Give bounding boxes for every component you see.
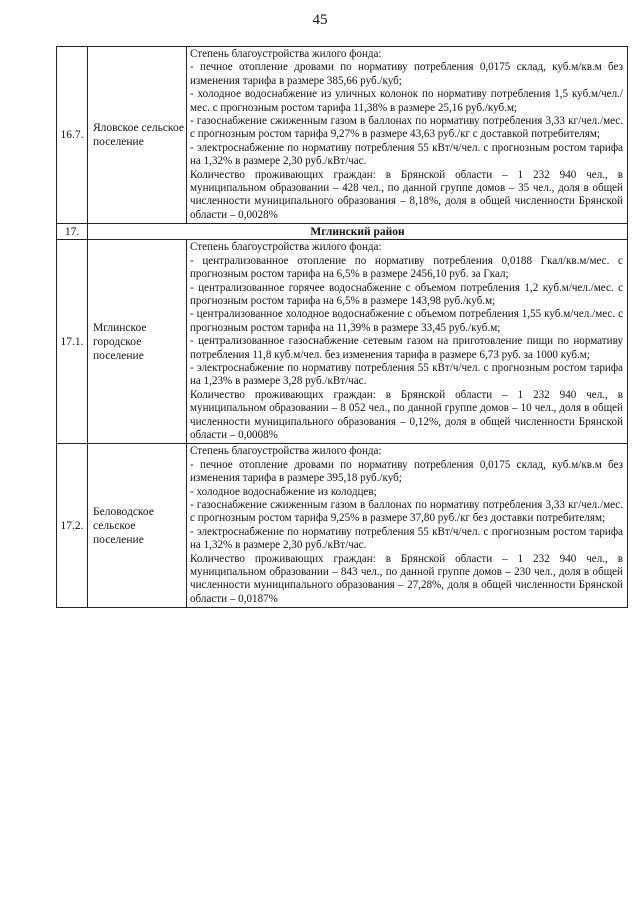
table-row [57, 47, 628, 224]
description-line: Степень благоустройства жилого фонда: [190, 445, 382, 458]
row-number: 17.1. [57, 240, 88, 444]
description-line: - централизованное холодное водоснабжение с объемом потребления 1,55 куб.м/чел./мес. с прогнозным ростом тарифа на 11,39% в размере 33,45 руб./куб.м; [190, 308, 623, 334]
settlement-name: Беловодское сельское поселение [88, 444, 187, 608]
page-number: 45 [312, 12, 328, 28]
settlement-name: Яловское сельское поселение [88, 47, 187, 224]
settlement-name: Мглинское городское поселение [88, 240, 187, 444]
table-row [57, 240, 628, 444]
housing-table [56, 46, 628, 608]
description-line: - централизованное горячее водоснабжение с объемом потребления 1,2 куб.м/чел./мес. с прогнозным ростом тарифа на 6,5% в размере 143,98 руб./куб.м; [190, 281, 623, 307]
description-line: - печное отопление дровами по нормативу потребления 0,0175 склад, куб.м/кв.м без изменения тарифа в размере 385,66 руб./куб; [190, 61, 623, 87]
row-number: 17.2. [57, 444, 88, 608]
description-line: - централизованное отопление по нормативу потребления 0,0188 Гкал/кв.м/мес. с прогнозным ростом тарифа на 6,5% в размере 2456,10 руб. за Гкал; [190, 254, 623, 281]
description-line: - газоснабжение сжиженным газом в баллонах по нормативу потребления 3,33 кг/чел./мес. с прогнозным ростом тарифа 9,25% в размере 37,80 руб./кг без доставки потребителям; [190, 499, 623, 525]
section-title: Мглинский район [88, 224, 628, 240]
description-line: - централизованное газоснабжение сетевым газом на приготовление пищи по нормативу потребления 11,8 куб.м/чел. без изменения тарифа в размере 6,73 руб. за 1000 куб.м; [190, 335, 623, 361]
housing-description [187, 47, 628, 224]
table-row [57, 444, 628, 608]
description-line: Количество проживающих граждан: в Брянской области – 1 232 940 чел., в муниципальном образовании – 428 чел., по данной группе домов – 35 чел., доля в общей численности муниципального образования – 8,18%, доля в общей численности Брянской области – 0,0028% [190, 168, 623, 221]
description-line: Количество проживающих граждан: в Брянской области – 1 232 940 чел., в муниципальном образовании – 8 052 чел., по данной группе домов – 10 чел., доля в общей численности муниципального образования – 0,12%, доля в общей численности Брянской области – 0,0008% [190, 388, 623, 441]
description-line: - электроснабжение по нормативу потребления 55 кВт/ч/чел. с прогнозным ростом тарифа на 1,32% в размере 2,30 руб./кВт/час. [190, 141, 623, 168]
housing-description [187, 240, 628, 444]
section-row [57, 224, 628, 240]
description-line: - газоснабжение сжиженным газом в баллонах по нормативу потребления 3,33 кг/чел./мес. с прогнозным ростом тарифа 9,27% в размере 43,63 руб./кг с доставкой потребителям; [190, 115, 623, 141]
description-line: Степень благоустройства жилого фонда: [190, 48, 382, 60]
description-line: - печное отопление дровами по нормативу потребления 0,0175 склад, куб.м/кв.м без изменения тарифа в размере 395,18 руб./куб; [190, 458, 623, 485]
section-number: 17. [57, 224, 88, 240]
description-line: - холодное водоснабжение из колодцев; [190, 485, 377, 498]
row-number: 16.7. [57, 47, 88, 224]
description-line: - электроснабжение по нормативу потребления 55 кВт/ч/чел. с прогнозным ростом тарифа на 1,23% в размере 3,28 руб./кВт/час. [190, 361, 623, 388]
description-line: - электроснабжение по нормативу потребления 55 кВт/ч/чел. с прогнозным ростом тарифа на 1,32% в размере 2,30 руб./кВт/час. [190, 525, 623, 552]
description-line: - холодное водоснабжение из уличных колонок по нормативу потребления 1,5 куб.м/чел./мес. с прогнозным ростом тарифа 11,38% в размере 25,16 руб./куб.м; [190, 88, 623, 114]
description-line: Степень благоустройства жилого фонда: [190, 241, 382, 254]
description-line: Количество проживающих граждан: в Брянской области – 1 232 940 чел., в муниципальном образовании – 843 чел., по данной группе домов – 230 чел., доля в общей численности муниципального образования – 27,28%, доля в общей численности Брянской области – 0,0187% [190, 552, 623, 605]
housing-description [187, 444, 628, 608]
